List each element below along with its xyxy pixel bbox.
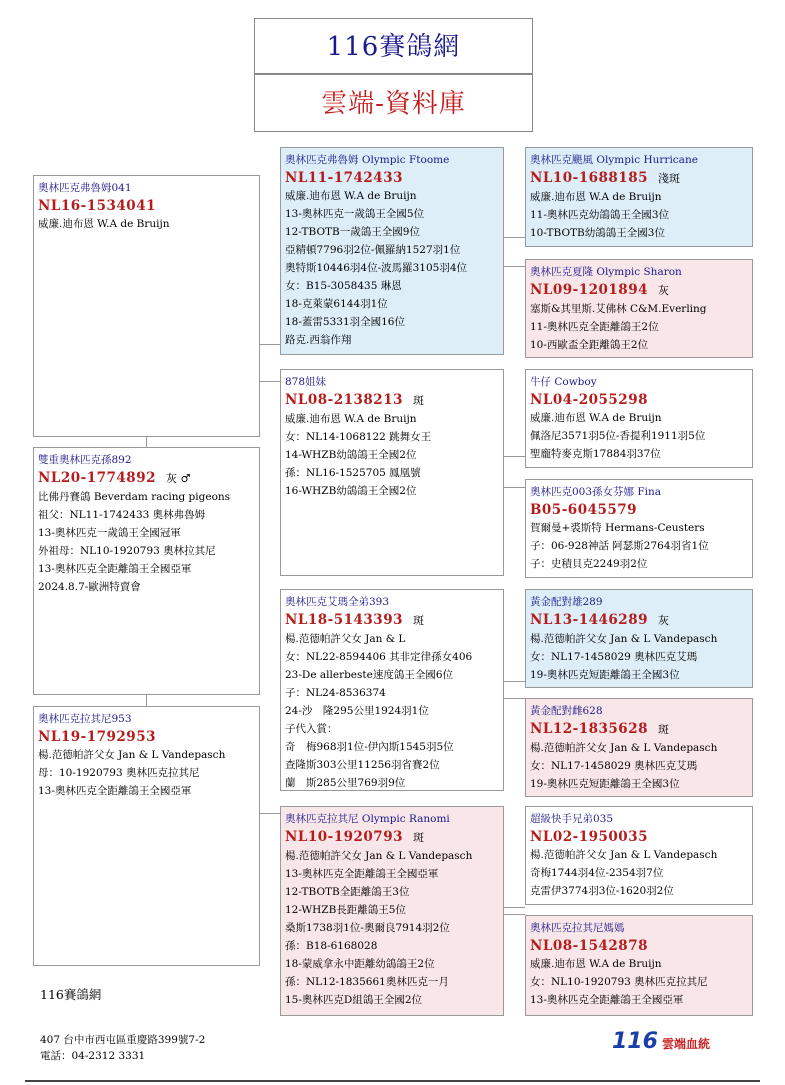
info-line: 威廉.迪布恩 W.A de Bruijn [285, 413, 417, 425]
ssd-card [525, 259, 753, 358]
info-line: 女：NL14-1068122 跳舞女王 [285, 431, 432, 443]
info-line: 19-奧林匹克短距離鴿王全國3位 [530, 778, 680, 790]
dss-card [525, 589, 753, 688]
info-line: 母：10-1920793 奧林匹克拉其尼 [38, 767, 200, 779]
dam-card [33, 706, 260, 966]
ring-number: NL11-1742433 [285, 170, 403, 186]
ring-number: NL10-1688185 淺斑 [530, 170, 680, 186]
sire-sire-card [280, 147, 504, 355]
info-line: 威廉.迪布恩 W.A de Bruijn [530, 412, 662, 424]
info-line: 10-TBOTB幼鴿鴿王全國3位 [530, 227, 665, 239]
ring-number: NL04-2055298 [530, 392, 648, 408]
dsd-card [525, 698, 753, 797]
address: 407 台中市西屯區重慶路399號7-2 [40, 1034, 206, 1046]
info-line: 楊.范德帕許父女 Jan & L Vandepasch [530, 849, 718, 861]
ring-number: NL16-1534041 [38, 198, 156, 214]
info-line: 18-蒙威拿永中距離幼鴿鴿王2位 [285, 958, 435, 970]
info-line: 12-WHZB長距離鴿王5位 [285, 904, 406, 916]
info-line: 楊.范德帕許父女 Jan & L Vandepasch [530, 633, 718, 645]
connector-line [146, 695, 147, 706]
info-line: 18-蓋雷5331羽全國16位 [285, 316, 405, 328]
ring-number: NL08-1542878 [530, 938, 648, 954]
logo-number: 116 [612, 1029, 658, 1054]
info-line: 女：B15-3058435 琳恩 [285, 280, 402, 292]
info-line: 聖龐特麥克斯17884羽37位 [530, 448, 661, 460]
ring-number: NL20-1774892 灰 ♂ [38, 470, 191, 486]
sds-card [525, 369, 753, 468]
info-line: 13-奧林匹克全距離鴿王全國亞軍 [285, 868, 439, 880]
connector-line [260, 344, 280, 345]
pigeon-name: 奧林匹克拉其尼 Olympic Ranomi [285, 813, 450, 825]
info-line: 15-奧林匹克D組鴿王全國2位 [285, 994, 423, 1006]
info-line: 女：NL22-8594406 其非定律孫女406 [285, 651, 473, 663]
info-line: 塞斯&其里斯.艾佛林 C&M.Everling [530, 303, 707, 315]
info-line: 孫：NL16-1525705 鳳凰號 [285, 467, 421, 479]
site-title: 116賽鴿網 [254, 18, 533, 74]
info-line: 女：NL17-1458029 奧林匹克艾瑪 [530, 760, 698, 772]
connector-line [504, 914, 525, 915]
connector-line [504, 698, 525, 699]
info-line: 11-奧林匹克幼鴿鴿王全國3位 [530, 209, 670, 221]
info-line: 比佛丹賽鴿 Beverdam racing pigeons [38, 491, 231, 503]
footer-site-name: 116賽鴿網 [40, 987, 102, 1002]
subject-card [33, 447, 260, 695]
connector-line [504, 487, 525, 488]
info-line: 孫：NL12-1835661奧林匹克一月 [285, 976, 449, 988]
info-line: 14-WHZB幼鴿鴿王全國2位 [285, 449, 417, 461]
info-line: 威廉.迪布恩 W.A de Bruijn [530, 191, 662, 203]
info-line: 女：NL17-1458029 奧林匹克艾瑪 [530, 651, 698, 663]
color-tag: 斑 [412, 831, 424, 844]
info-line: 2024.8.7-歐洲特賣會 [38, 581, 141, 593]
pigeon-name: 奧林匹克夏隆 Olympic Sharon [530, 266, 682, 278]
info-line: 12-TBOTB一歲鴿王全國9位 [285, 226, 420, 238]
info-line: 13-奧林匹克全距離鴿王全國亞軍 [530, 994, 684, 1006]
info-line: 楊.范德帕許父女 Jan & L Vandepasch [38, 749, 226, 761]
ring-number: B05-6045579 [530, 502, 638, 518]
logo-text: 雲端血統 [661, 1037, 710, 1051]
pigeon-name: 奧林匹克拉其尼媽媽 [530, 922, 625, 934]
pigeon-name: 奧林匹克弗魯姆041 [38, 182, 132, 194]
sire-dam-card [280, 369, 504, 576]
info-line: 奇 梅968羽1位-伊內斯1545羽5位 [285, 741, 454, 753]
color-tag: 斑 [412, 394, 424, 407]
info-line: 18-克萊蒙6144羽1位 [285, 298, 388, 310]
info-line: 克雷伊3774羽3位-1620羽2位 [530, 885, 674, 897]
sdd-card [525, 479, 753, 578]
info-line: 13-奧林匹克一歲鴿王全國5位 [285, 208, 425, 220]
info-line: 外祖母：NL10-1920793 奧林拉其尼 [38, 545, 216, 557]
info-line: 子：史積貝克2249羽2位 [530, 558, 648, 570]
info-line: 楊.范德帕許父女 Jan & L Vandepasch [530, 742, 718, 754]
info-line: 威廉.迪布恩 W.A de Bruijn [285, 190, 417, 202]
info-line: 13-奧林匹克全距離鴿王全國亞軍 [38, 563, 192, 575]
contact-block [40, 1032, 205, 1064]
info-line: 19-奧林匹克短距離鴿王全國3位 [530, 669, 680, 681]
dam-dam-card [280, 806, 504, 1016]
info-line: 24-沙 隆295公里1924羽1位 [285, 705, 429, 717]
info-line: 威廉.迪布恩 W.A de Bruijn [38, 218, 170, 230]
bottom-divider [25, 1080, 760, 1082]
info-line: 桑斯1738羽1位-奧爾良7914羽2位 [285, 922, 450, 934]
info-line: 13-奧林匹克全距離鴿王全國亞軍 [38, 785, 192, 797]
ring-number: NL10-1920793 斑 [285, 829, 424, 845]
info-line: 蘭 斯285公里769羽9位 [285, 777, 406, 789]
connector-line [504, 266, 525, 267]
info-line: 子代入賞： [285, 723, 338, 735]
phone: 電話：04-2312 3331 [40, 1050, 146, 1062]
pigeon-name: 黃金配對雌628 [530, 705, 603, 717]
connector-line [260, 381, 280, 382]
connector-line [504, 681, 525, 682]
dam-sire-card [280, 589, 504, 791]
pigeon-name: 黃金配對雄289 [530, 596, 603, 608]
color-tag: 斑 [412, 614, 424, 627]
color-tag: 灰 [657, 614, 669, 627]
pigeon-name: 奧林匹克003孫女芬娜 Fina [530, 486, 662, 498]
dds-card [525, 806, 753, 905]
pigeon-name: 奧林匹克弗魯姆 Olympic Ftoome [285, 154, 450, 166]
info-line: 楊.范德帕許父女 Jan & L Vandepasch [285, 850, 473, 862]
info-line: 威廉.迪布恩 W.A de Bruijn [530, 958, 662, 970]
color-tag: 灰 [657, 284, 669, 297]
pigeon-name: 奧林匹克艾瑪全弟393 [285, 596, 390, 608]
info-line: 11-奧林匹克全距離鴿王2位 [530, 321, 659, 333]
pigeon-name: 奧林匹克颶風 Olympic Hurricane [530, 154, 698, 166]
ring-number: NL18-5143393 斑 [285, 612, 424, 628]
pigeon-name: 超級快手兄弟035 [530, 813, 614, 825]
info-line: 奇梅1744羽4位-2354羽7位 [530, 867, 664, 879]
info-line: 12-TBOTB全距離鴿王3位 [285, 886, 410, 898]
info-line: 子：NL24-8536374 [285, 687, 386, 699]
color-tag: 斑 [657, 723, 669, 736]
sire-card [33, 175, 260, 437]
page-subtitle: 雲端-資料庫 [254, 74, 533, 132]
info-line: 23-De allerbeste速度鴿王全國6位 [285, 669, 454, 681]
pigeon-name: 奧林匹克拉其尼953 [38, 713, 132, 725]
color-sex-tag: 灰 ♂ [165, 472, 191, 485]
connector-line [146, 437, 147, 447]
ring-number: NL12-1835628 斑 [530, 721, 669, 737]
info-line: 13-奧林匹克一歲鴿王全國冠軍 [38, 527, 181, 539]
color-tag: 淺斑 [657, 172, 680, 185]
info-line: 路克.西翁作翔 [285, 334, 352, 346]
info-line: 祖父：NL11-1742433 奧林弗魯姆 [38, 509, 206, 521]
info-line: 賀爾曼+裘斯特 Hermans-Ceusters [530, 522, 705, 534]
info-line: 孫：B18-6168028 [285, 940, 378, 952]
info-line: 女：NL10-1920793 奧林匹克拉其尼 [530, 976, 708, 988]
ring-number: NL09-1201894 灰 [530, 282, 669, 298]
info-line: 10-西歐盃全距離鴿王2位 [530, 339, 649, 351]
pigeon-name: 878姐妹 [285, 376, 327, 388]
info-line: 佩洛尼3571羽5位-香提利1911羽5位 [530, 430, 706, 442]
info-line: 查隆斯303公里11256羽省賽2位 [285, 759, 440, 771]
connector-line [504, 237, 525, 238]
connector-line [504, 456, 525, 457]
brand-logo [612, 1031, 710, 1053]
ring-number: NL19-1792953 [38, 729, 156, 745]
ring-number: NL02-1950035 [530, 829, 648, 845]
info-line: 子：06-928神話 阿瑟斯2764羽省1位 [530, 540, 709, 552]
info-line: 亞精頓7796羽2位-佩羅納1527羽1位 [285, 244, 461, 256]
pigeon-name: 雙重奧林匹克孫892 [38, 454, 132, 466]
pigeon-name: 牛仔 Cowboy [530, 376, 597, 388]
connector-line [260, 813, 280, 814]
info-line: 奧特斯10446羽4位-波馬羅3105羽4位 [285, 262, 468, 274]
ddd-card [525, 915, 753, 1016]
ring-number: NL13-1446289 灰 [530, 612, 669, 628]
connector-line [504, 907, 525, 908]
info-line: 楊.范德帕許父女 Jan & L [285, 633, 406, 645]
sss-card [525, 147, 753, 247]
ring-number: NL08-2138213 斑 [285, 392, 424, 408]
info-line: 16-WHZB幼鴿鴿王全國2位 [285, 485, 417, 497]
